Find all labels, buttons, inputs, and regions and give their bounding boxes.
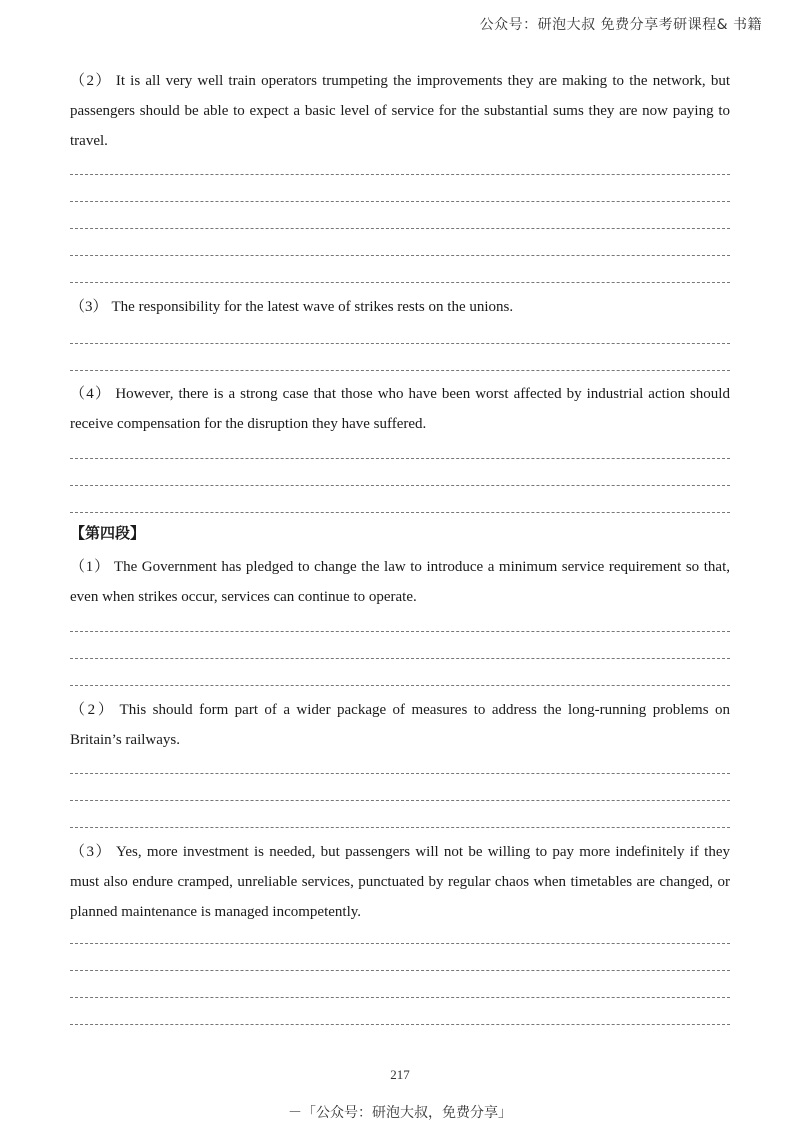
paragraph-number: （2） [70,702,116,718]
paragraph-s4-p2 [70,695,730,755]
answer-line[interactable] [70,512,730,513]
answer-line[interactable] [70,827,730,828]
paragraph-text: However, there is a strong case that those who have been worst affected by industrial action should receive compensation for the disruption they have suffered. [70,386,730,432]
paragraph-text: The Government has pledged to change the law to introduce a minimum service requirement so that, even when strikes occur, services can continue to operate. [70,559,730,605]
paragraph-number: （3） [70,844,112,860]
answer-line[interactable] [70,970,730,971]
answer-line[interactable] [70,201,730,202]
answer-line[interactable] [70,282,730,283]
paragraph-number: （4） [70,386,112,402]
paragraph-number: （3） [70,299,108,315]
answer-line[interactable] [70,228,730,229]
paragraph-text: It is all very well train operators trumpeting the improvements they are making to the network, but passengers should be able to expect a basic level of service for the substantial sums they are now paying to travel. [70,73,730,149]
header-watermark: 公众号：研泡大叔 免费分享考研课程& 书籍 [479,17,762,33]
section-heading: 【第四段】 [70,524,146,542]
answer-line[interactable] [70,943,730,944]
paragraph-s4-p3 [70,837,730,927]
paragraph-number: （1） [70,559,110,575]
answer-line[interactable] [70,485,730,486]
answer-line[interactable] [70,800,730,801]
paragraph-s4-p1 [70,552,730,612]
paragraph-text: This should form part of a wider package of measures to address the long-running problems on Britain’s railways. [70,702,730,748]
answer-line[interactable] [70,631,730,632]
answer-line[interactable] [70,997,730,998]
paragraph-s3-p4 [70,379,730,439]
answer-line[interactable] [70,1024,730,1025]
page-number: 217 [390,1067,410,1082]
answer-line[interactable] [70,174,730,175]
answer-line[interactable] [70,370,730,371]
answer-line[interactable] [70,658,730,659]
paragraph-text: The responsibility for the latest wave of strikes rests on the unions. [111,299,514,315]
answer-line[interactable] [70,343,730,344]
paragraph-s3-p2 [70,66,730,156]
answer-line[interactable] [70,255,730,256]
answer-line[interactable] [70,773,730,774]
paragraph-number: （2） [70,73,112,89]
answer-line[interactable] [70,458,730,459]
paragraph-text: Yes, more investment is needed, but passengers will not be willing to pay more indefinitely if they must also endure cramped, unreliable services, punctuated by regular chaos when timetables are changed, or planned maintenance is managed incompetently. [70,844,730,920]
paragraph-s3-p3 [70,292,730,322]
answer-line[interactable] [70,685,730,686]
footer-watermark: －「公众号：研泡大叔，免费分享」 [288,1105,512,1121]
